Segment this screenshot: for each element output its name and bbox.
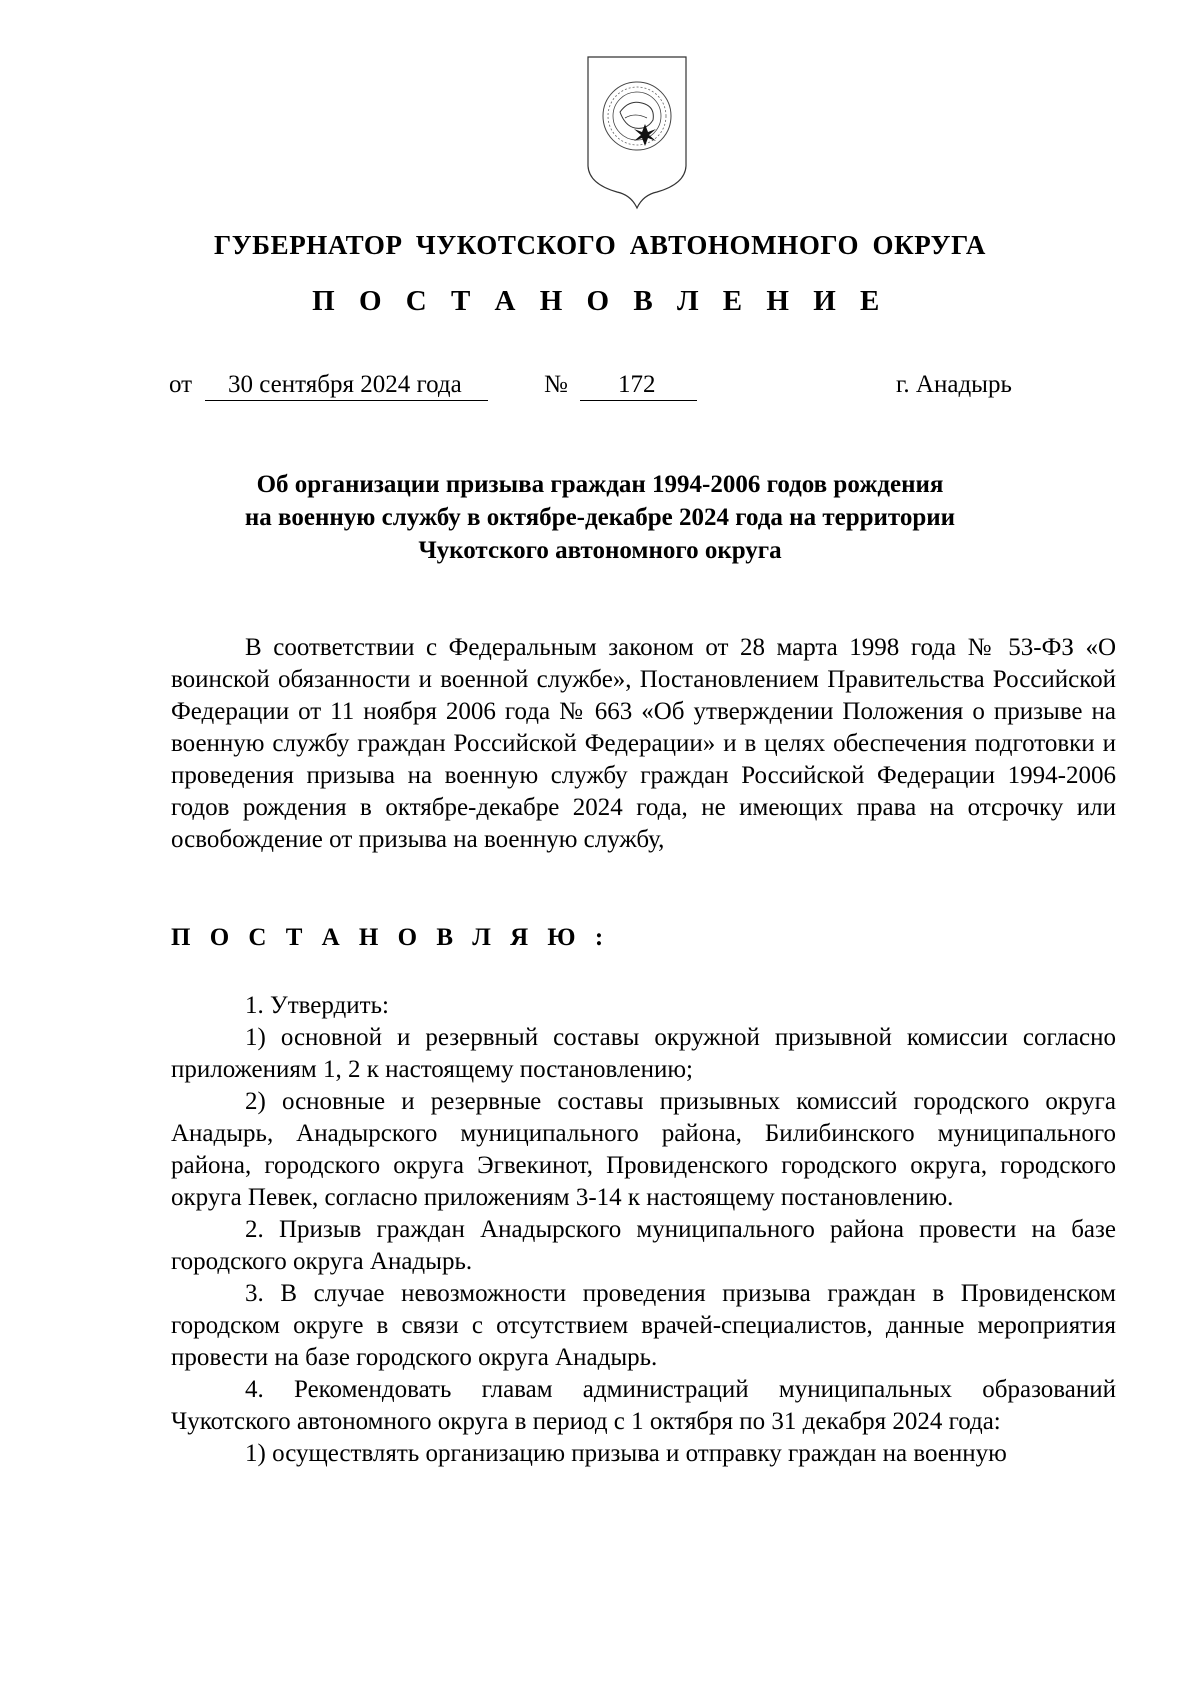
decree-word: П О С Т А Н О В Л Я Ю : xyxy=(171,924,610,951)
decree-item: 4. Рекомендовать главам администраций муниципальных образований Чукотского автономного округа в период с 1 октября по 31 декабря 2024 года: xyxy=(171,1376,1116,1435)
document-number: 172 xyxy=(618,371,656,398)
preamble-paragraph: В соответствии с Федеральным законом от 28 марта 1998 года № 53-ФЗ «О воинской обязанности и военной службе», Постановлением Правительства Российской Федерации от 11 ноября 2006 года № 663 «Об утверждении Положения о призыве на военную службу граждан Российской Федерации» и в целях обеспечения подготовки и проведения призыва на военную службу граждан Российской Федерации 1994-2006 годов рождения в октябре-декабре 2024 года, не имеющих права на отсрочку или освобождение от призыва на военную службу, xyxy=(171,634,1116,853)
decree-item: 2. Призыв граждан Анадырского муниципального района провести на базе городского округа Анадырь. xyxy=(171,1216,1116,1275)
decree-item: 1. Утвердить: xyxy=(245,992,389,1019)
number-sign: № xyxy=(544,371,568,398)
decree-item: 1) осуществлять организацию призыва и отправку граждан на военную xyxy=(245,1440,1007,1467)
title-line: Об организации призыва граждан 1994-2006 годов рождения xyxy=(256,471,944,498)
decree-item: 1) основной и резервный составы окружной призывной комиссии согласно приложениям 1, 2 к настоящему постановлению; xyxy=(171,1024,1116,1083)
document-date: 30 сентября 2024 года xyxy=(228,371,462,398)
date-prefix: от xyxy=(169,371,193,398)
date-underline xyxy=(205,400,488,401)
decree-item: 3. В случае невозможности проведения призыва граждан в Провиденском городском округе в связи с отсутствием врачей-специалистов, данные мероприятия провести на базе городского округа Анадырь. xyxy=(171,1280,1116,1371)
title-line: на военную службу в октябре-декабре 2024 года на территории xyxy=(244,504,956,531)
document-type: П О С Т А Н О В Л Е Н И Е xyxy=(312,285,888,317)
preamble xyxy=(171,632,1116,856)
decree-item: 2) основные и резервные составы призывных комиссий городского округа Анадырь, Анадырского муниципального района, Билибинского муниципального района, городского округа Эгвекинот, Провиденского городского округа, городского округа Певек, согласно приложениям 3-14 к настоящему постановлению. xyxy=(171,1088,1116,1211)
issuing-authority: ГУБЕРНАТОР ЧУКОТСКОГО АВТОНОМНОГО ОКРУГА xyxy=(213,230,987,260)
title-line: Чукотского автономного округа xyxy=(418,537,782,564)
document-city: г. Анадырь xyxy=(896,371,1012,398)
coat-of-arms-icon xyxy=(585,54,689,210)
document-title xyxy=(150,468,1050,567)
number-underline xyxy=(580,400,697,401)
decree-items xyxy=(171,990,1116,1470)
